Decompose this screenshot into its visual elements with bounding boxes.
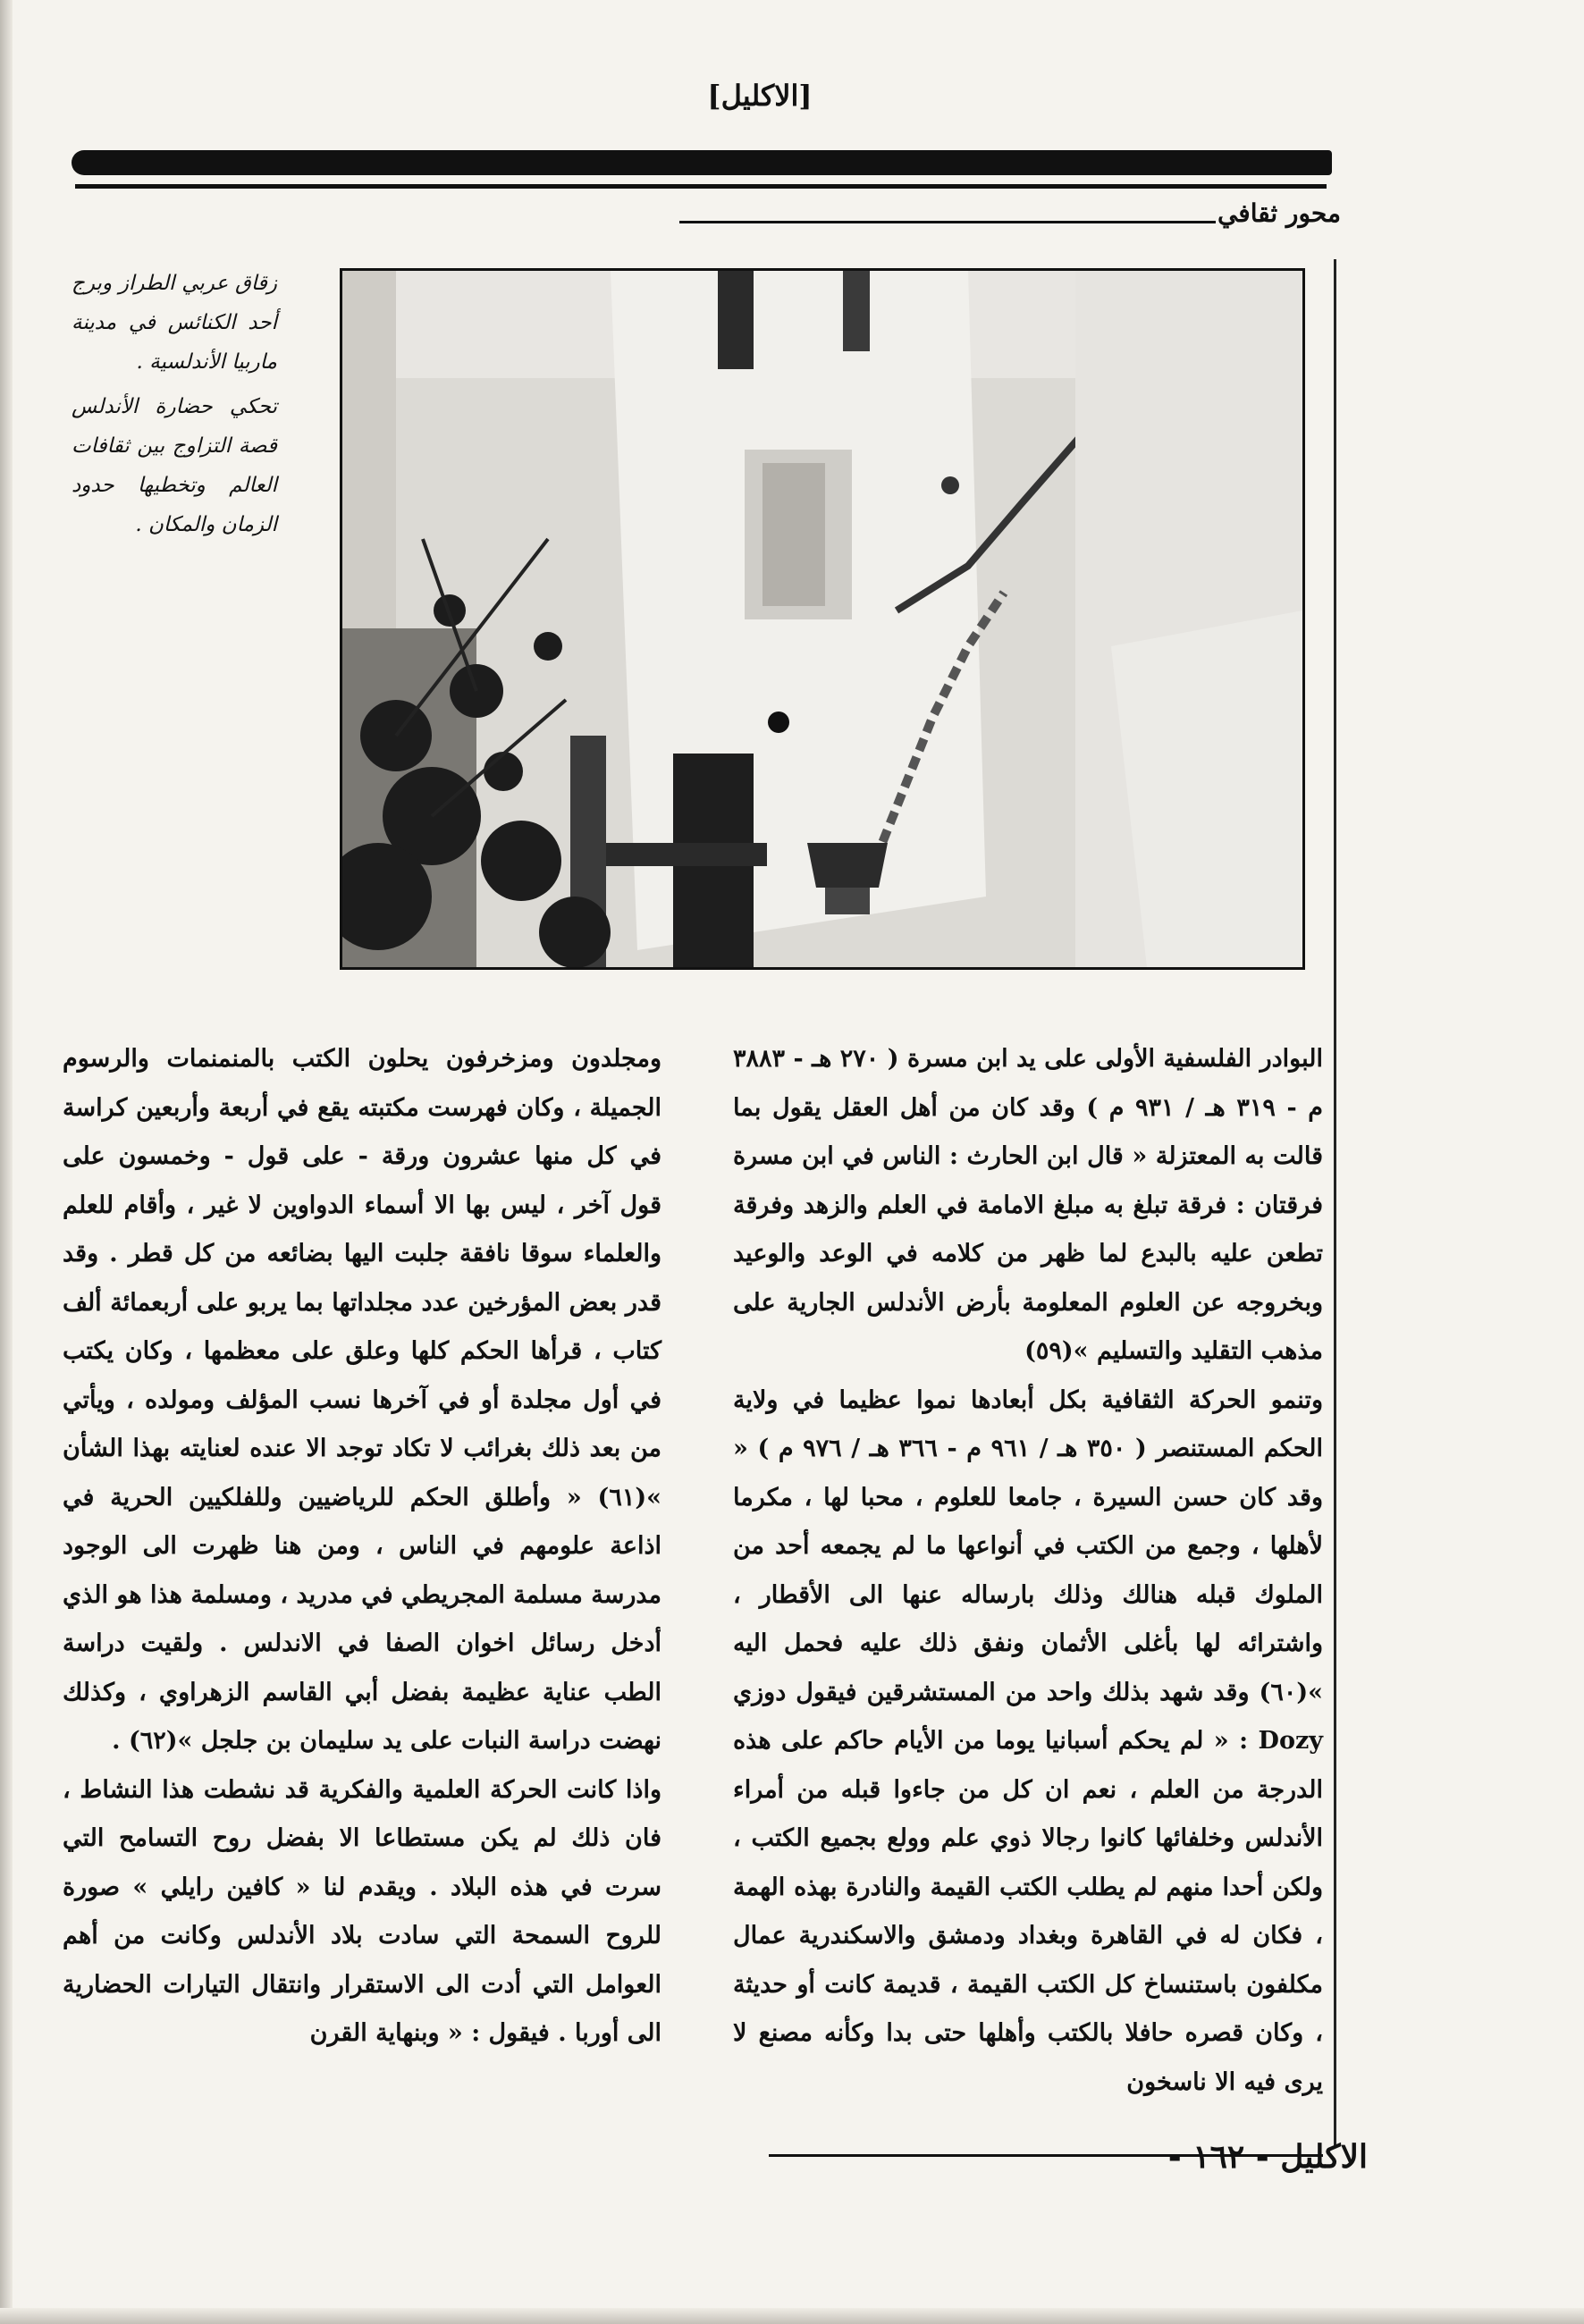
street-photo	[340, 268, 1305, 970]
caption-line: تحكي حضارة الأندلس قصة التزاوج بين ثقافات العالم وتخطيها حدود الزمان والمكان .	[72, 395, 277, 536]
paragraph: البوادر الفلسفية الأولى على يد ابن مسرة ( ٢٧٠ هـ - ٣٨٨٣ م - ٣١٩ هـ / ٩٣١ م ) وقد كان من أهل العقل يقول بما قالت به المعتزلة « قال ابن الحارث : الناس في ابن مسرة فرقتان : فرقة تبلغ به مبلغ الامامة في العلم والزهد وفرقة تطعن عليه بالبدع لما ظهر من كلامه في الوعد والوعيد وبخروجه عن العلوم المعلومة بأرض الأندلس الجارية على مذهب التقليد والتسليم »(٥٩)	[733, 1045, 1324, 1365]
page-footer	[1010, 2138, 1368, 2192]
caption-line: زقاق عربي الطراز وبرج أحد الكنائس في مدينة ماربيا الأندلسية .	[72, 272, 277, 374]
article-column-right	[733, 1035, 1323, 2121]
street-photo-drawing	[342, 271, 1302, 967]
section-label: محور ثقافي	[1217, 198, 1341, 228]
header-thin-rule	[75, 184, 1327, 189]
paragraph: واذا كانت الحركة العلمية والفكرية قد نشطت هذا النشاط ، فان ذلك لم يكن مستطاعا الا بفضل روح التسامح التي سرت في هذه البلاد . ويقدم لنا « كافين رايلي » صورة للروح السمحة التي سادت بلاد الأندلس وكانت من أهم العوامل التي أدت الى الاستقرار وانتقال التيارات الحضارية الى أوربا . فيقول : « وبنهاية القرن	[63, 1775, 661, 2047]
header-thick-rule	[72, 150, 1332, 175]
running-title: [الاكليل]	[707, 79, 813, 113]
footer-journal-name: الاكليل	[1280, 2138, 1368, 2176]
paragraph: ومجلدون ومزخرفون يحلون الكتب بالمنمنمات والرسوم الجميلة ، وكان فهرست مكتبته يقع في أربعة وأربعين كراسة في كل منها عشرون ورقة - على قول - وخمسون على قول آخر ، ليس بها الا أسماء الدواوين لا غير ، وأقام للعلم والعلماء سوقا نافقة جلبت اليها بضائعه من كل قطر . وقد قدر بعض المؤرخين عدد مجلداتها بما يربو على أربعمائة ألف كتاب ، قرأها الحكم كلها وعلق على معظمها ، وكان يكتب في أول مجلدة أو في آخرها نسب المؤلف ومولده ، ويأتي من بعد ذلك بغرائب لا تكاد توجد الا عنده لعنايته بهذا الشأن »(٦١) « وأطلق الحكم للرياضيين وللفلكيين الحرية في اذاعة علومهم في الناس ، ومن هنا ظهرت الى الوجود مدرسة مسلمة المجريطي في مدريد ، ومسلمة هذا هو الذي أدخل رسائل اخوان الصفا في الاندلس . ولقيت دراسة الطب عناية عظيمة بفضل أبي القاسم الزهراوي ، وكذلك نهضت دراسة النبات على يد سليمان بن جلجل »(٦٢) .	[62, 1045, 662, 1755]
page-number: - ١٦٢ -	[1167, 2138, 1269, 2176]
column-vertical-rule	[1334, 259, 1336, 2145]
article-column-left	[63, 1035, 661, 2121]
photo-caption	[72, 264, 277, 675]
scan-edge-left	[0, 0, 13, 2324]
scan-edge-bottom	[0, 2308, 1584, 2324]
section-underline	[679, 221, 1216, 223]
paragraph: وتنمو الحركة الثقافية بكل أبعادها نموا عظيما في ولاية الحكم المستنصر ( ٣٥٠ هـ / ٩٦١ م - ٣٦٦ هـ / ٩٧٦ م ) « وقد كان حسن السيرة ، جامعا للعلوم ، محبا لها ، مكرما لأهلها ، وجمع من الكتب في أنواعها ما لم يجمعه أحد من الملوك قبله هنالك وذلك بارساله عنها الى الأقطار ، واشترائه لها بأغلى الأثمان ونفق ذلك عليه فحمل اليه »(٦٠) وقد شهد بذلك واحد من المستشرقين فيقول دوزي Dozy : « لم يحكم أسبانيا يوما من الأيام حاكم على هذه الدرجة من العلم ، نعم ان كل من جاءوا قبله من أمراء الأندلس وخلفائها كانوا رجالا ذوي علم وولع بجميع الكتب ، ولكن أحدا منهم لم يطلب الكتب القيمة والنادرة بهذه الهمة ، فكان له في القاهرة وبغداد ودمشق والاسكندرية عمال مكلفون باستنساخ كل الكتب القيمة ، قديمة كانت أو حديثة ، وكان قصره حافلا بالكتب وأهلها حتى بدا وكأنه مصنع لا يرى فيه الا ناسخون	[733, 1385, 1323, 2096]
